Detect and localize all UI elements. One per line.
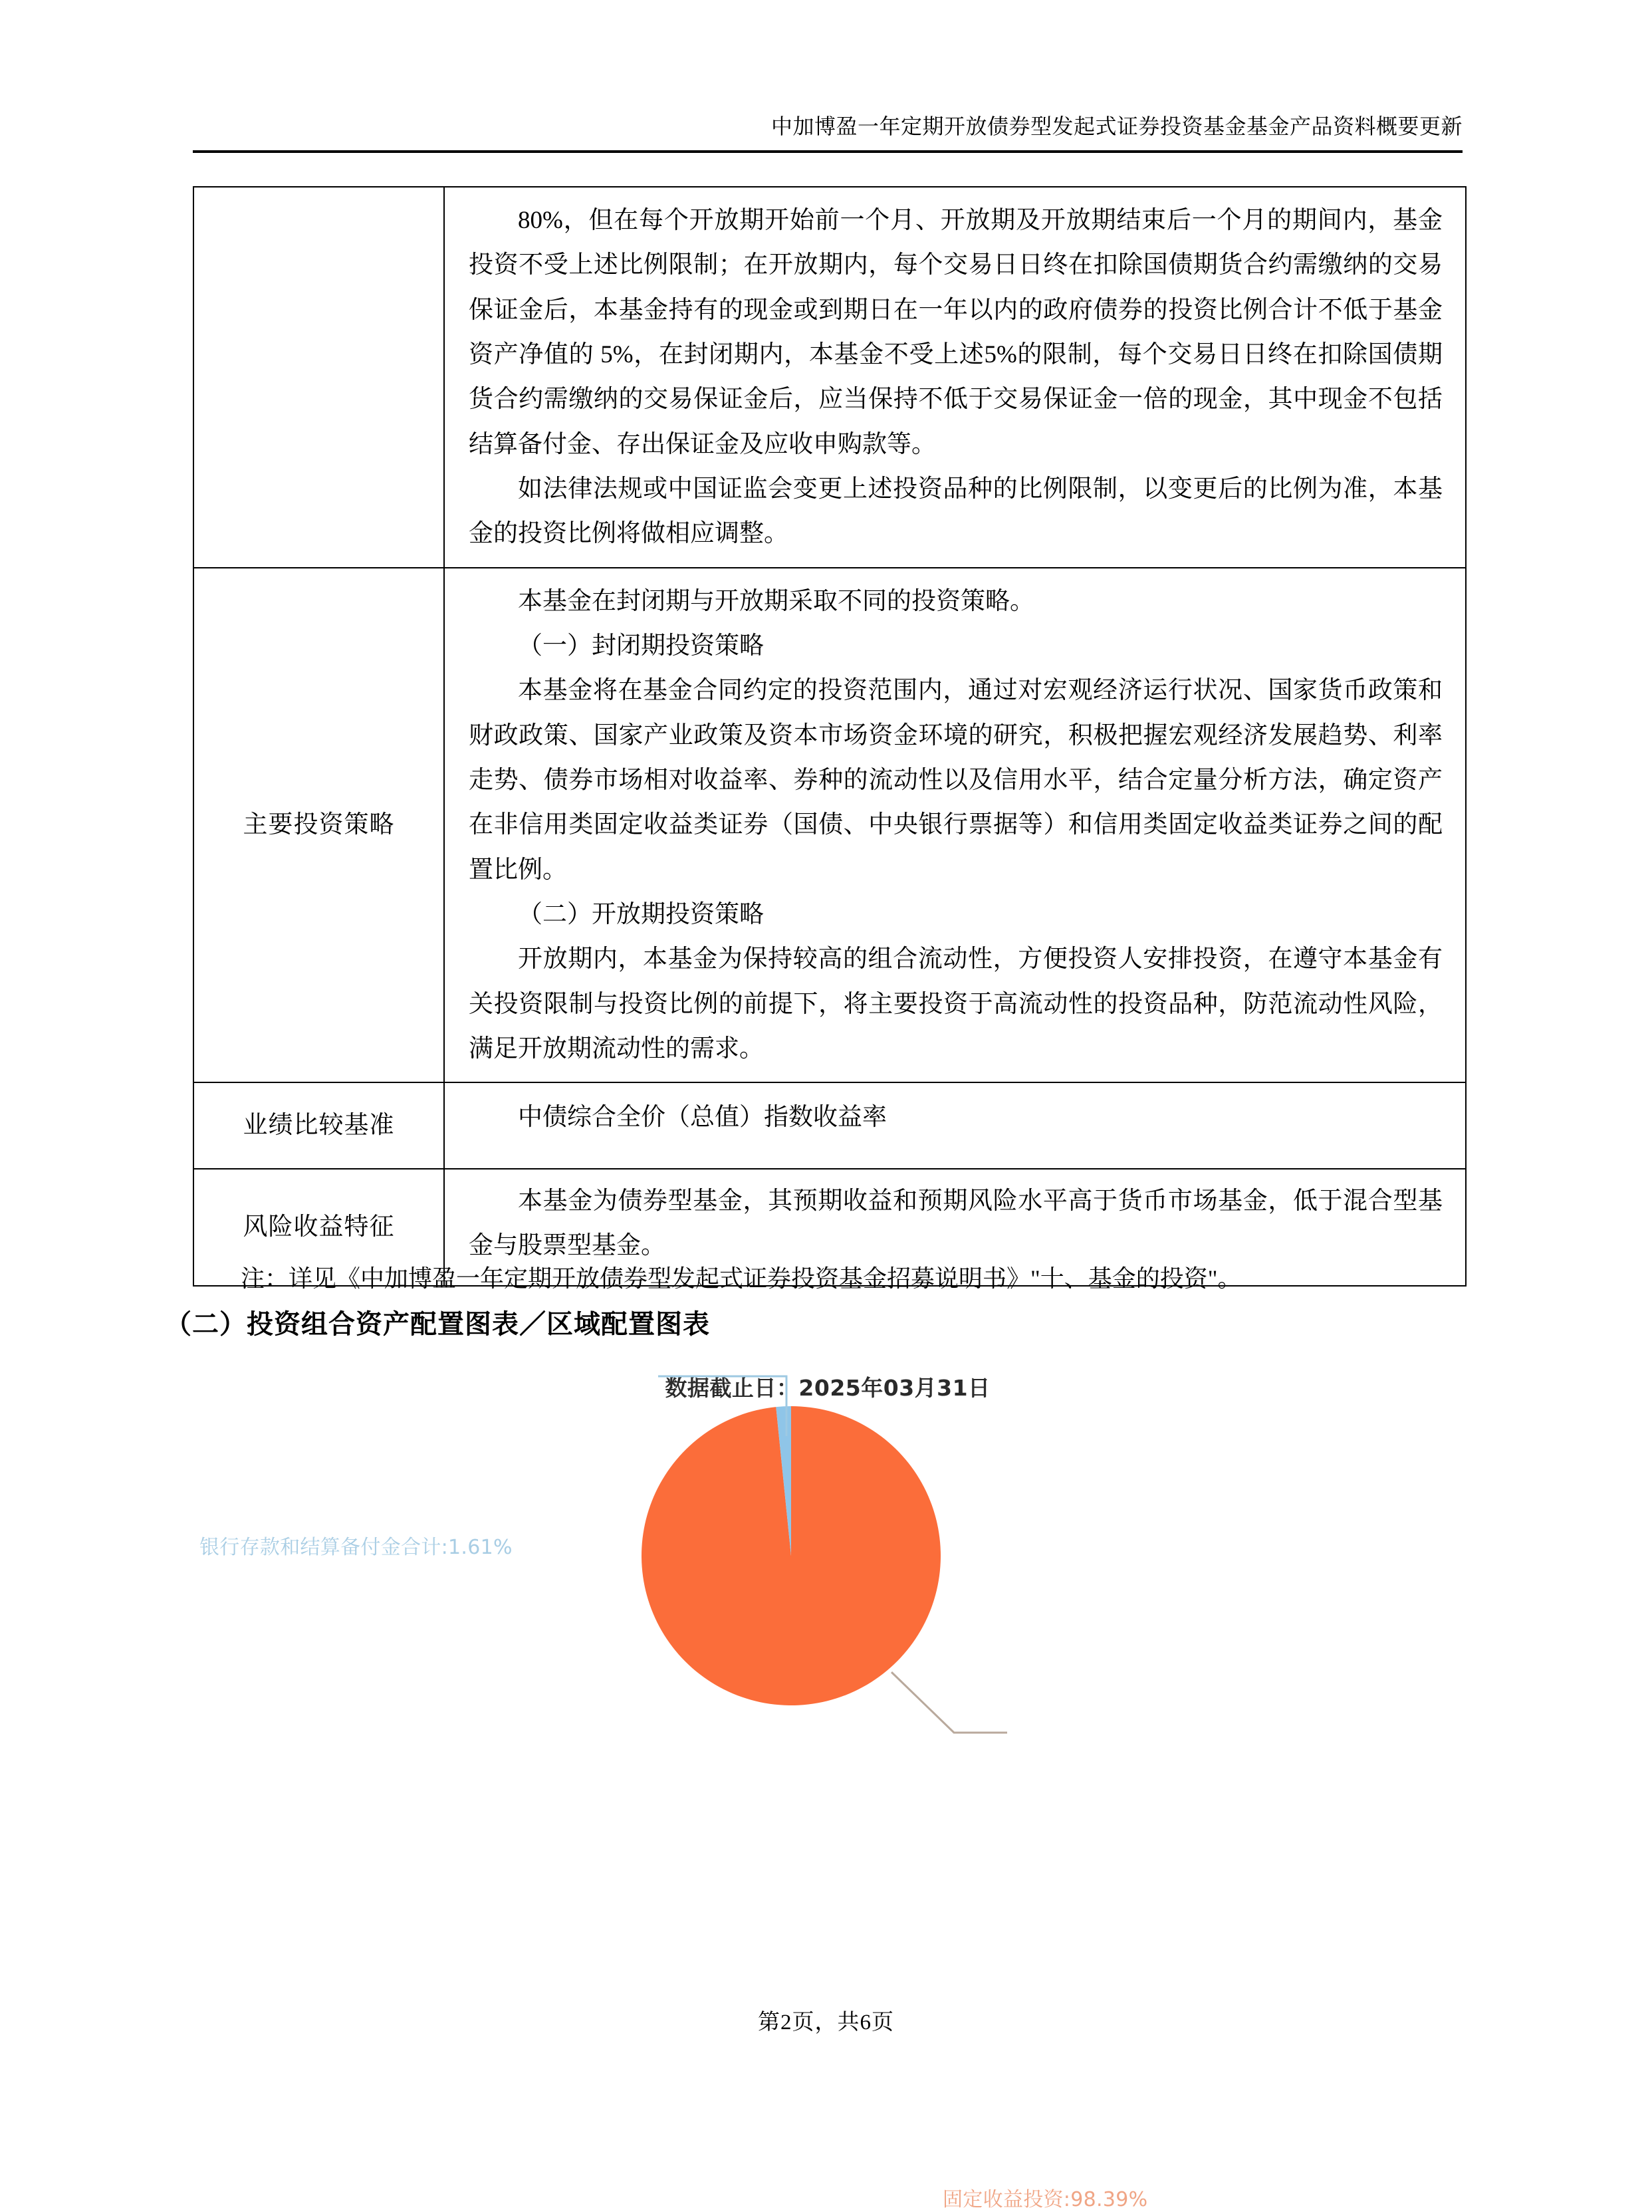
row-label-cell xyxy=(193,187,444,568)
row-label-cell xyxy=(193,1082,444,1168)
paragraph: 开放期内，本基金为保持较高的组合流动性，方便投资人安排投资，在遵守本基金有关投资限制与投资比例的前提下，将主要投资于高流动性的投资品种，防范流动性风险，满足开放期流动性的需求。 xyxy=(469,945,1443,1062)
paragraph: （一）封闭期投资策略 xyxy=(518,632,764,660)
leader-line-fixed-income xyxy=(891,1672,1007,1733)
row-body-cell xyxy=(444,1082,1466,1168)
row-label-cell xyxy=(193,568,444,1083)
paragraph: （二）开放期投资策略 xyxy=(518,900,764,928)
table-row xyxy=(193,1082,1466,1168)
paragraph: 80%，但在每个开放期开始前一个月、开放期及开放期结束后一个月的期间内，基金投资不受上述比例限制；在开放期内，每个交易日日终在扣除国债期货合约需缴纳的交易保证金后，本基金持有的现金或到期日在一年以内的政府债券的投资比例合计不低于基金资产净值的 5%，在封闭期内，本基金不受上述5%的限制，每个交易日日终在扣除国债期货合约需缴纳的交易保证金后，应当保持不低于交易保证金一倍的现金，其中现金不包括结算备付金、存出保证金及应收申购款等。 xyxy=(469,207,1443,458)
row-label-text: 业绩比较基准 xyxy=(243,1112,395,1140)
page-footer: 第2页，共6页 xyxy=(758,2011,894,2034)
table-note: 注：详见《中加博盈一年定期开放债券型发起式证券投资基金招募说明书》"十、基金的投资"。 xyxy=(241,1265,1242,1292)
pie-label-cash: 银行存款和结算备付金合计:1.61% xyxy=(199,1536,513,1559)
pie-chart-canvas xyxy=(193,1356,1463,1955)
chart-title: 数据截止日：2025年03月31日 xyxy=(665,1375,991,1401)
paragraph: 中债综合全价（总值）指数收益率 xyxy=(518,1104,887,1132)
header-divider-rule xyxy=(193,150,1463,153)
table-row xyxy=(193,568,1466,1083)
section-heading: （二）投资组合资产配置图表／区域配置图表 xyxy=(165,1309,710,1339)
running-header-title: 中加博盈一年定期开放债券型发起式证券投资基金基金产品资料概要更新 xyxy=(770,114,1463,138)
pie-label-fixed-income: 固定收益投资:98.39% xyxy=(943,2188,1148,2211)
paragraph: 本基金将在基金合同约定的投资范围内，通过对宏观经济运行状况、国家货币政策和财政政策、国家产业政策及资本市场资金环境的研究，积极把握宏观经济发展趋势、利率走势、债券市场相对收益率、券种的流动性以及信用水平，结合定量分析方法，确定资产在非信用类固定收益类证券（国债、中央银行票据等）和信用类固定收益类证券之间的配置比例。 xyxy=(469,677,1443,884)
row-label-text: 风险收益特征 xyxy=(243,1213,395,1241)
table-row xyxy=(193,187,1466,568)
paragraph: 如法律法规或中国证监会变更上述投资品种的比例限制，以变更后的比例为准，本基金的投资比例将做相应调整。 xyxy=(469,475,1443,548)
row-label-text: 主要投资策略 xyxy=(243,811,395,839)
fund-info-table xyxy=(193,186,1467,1287)
paragraph: 本基金为债券型基金，其预期收益和预期风险水平高于货币市场基金，低于混合型基金与股票型基金。 xyxy=(469,1187,1443,1259)
paragraph: 本基金在封闭期与开放期采取不同的投资策略。 xyxy=(518,587,1034,615)
row-body-cell xyxy=(444,568,1466,1083)
row-body-cell xyxy=(444,187,1466,568)
